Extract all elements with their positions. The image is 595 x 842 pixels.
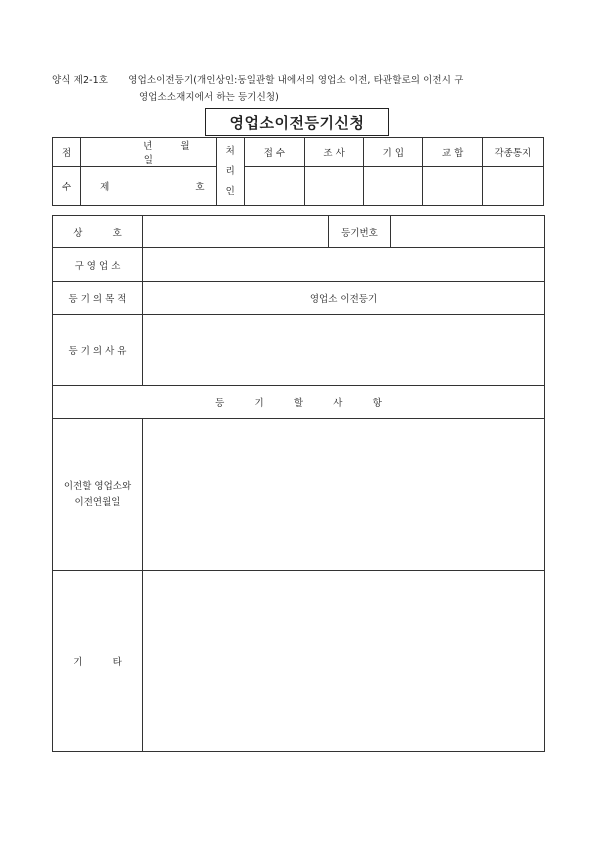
reception-table [52,137,544,206]
reception-label-top: 점 [53,138,81,167]
other-label: 기 타 [53,571,143,752]
date-year: 년 [143,141,153,152]
stamp-investigation[interactable] [305,167,364,206]
col-notifications: 각종통지 [482,138,543,167]
other-field[interactable] [143,571,545,752]
purpose-value: 영업소 이전등기 [143,282,545,315]
processor-label [216,138,244,206]
processor-char-2: 리 [225,165,235,177]
stamp-notifications[interactable] [482,167,543,206]
form-number: 양식 제2-1호 [52,75,109,86]
form-description: 영업소이전등기(개인상인:동일관할 내에서의 영업소 이전, 타관할로의 이전시 구 [128,75,464,86]
trade-name-field[interactable] [143,216,329,248]
date-day: 일 [143,155,153,166]
col-receipt: 접 수 [244,138,304,167]
relocation-label-line1: 이전할 영업소와 [63,480,132,492]
reception-number [81,167,217,206]
section-title: 등 기 할 사 항 [53,386,545,419]
form-header [52,72,463,86]
relocation-label-line2: 이전연월일 [74,496,121,508]
purpose-label: 등 기 의 목 적 [53,282,143,315]
reason-label: 등 기 의 사 유 [53,315,143,386]
reason-field[interactable] [143,315,545,386]
stamp-entry[interactable] [364,167,423,206]
col-verification: 교 합 [423,138,482,167]
relocation-label [53,419,143,571]
old-office-field[interactable] [143,248,545,282]
stamp-verification[interactable] [423,167,482,206]
form-description-continued: 영업소소재지에서 하는 등기신청) [139,92,279,103]
stamp-receipt[interactable] [244,167,304,206]
processor-char-3: 인 [225,185,235,197]
number-suffix: 호 [195,182,205,193]
document-title: 영업소이전등기신청 [205,108,389,136]
trade-name-label: 상 호 [53,216,143,248]
reception-label-bottom: 수 [53,167,81,206]
registration-number-label: 등기번호 [329,216,391,248]
number-prefix: 제 [100,182,110,193]
registration-number-field[interactable] [391,216,545,248]
col-investigation: 조 사 [305,138,364,167]
processor-char-1: 처 [225,145,235,157]
old-office-label: 구 영 업 소 [53,248,143,282]
application-form [52,215,545,752]
col-entry: 기 입 [364,138,423,167]
relocation-field[interactable] [143,419,545,571]
date-month: 월 [180,141,190,152]
reception-date [81,138,217,167]
